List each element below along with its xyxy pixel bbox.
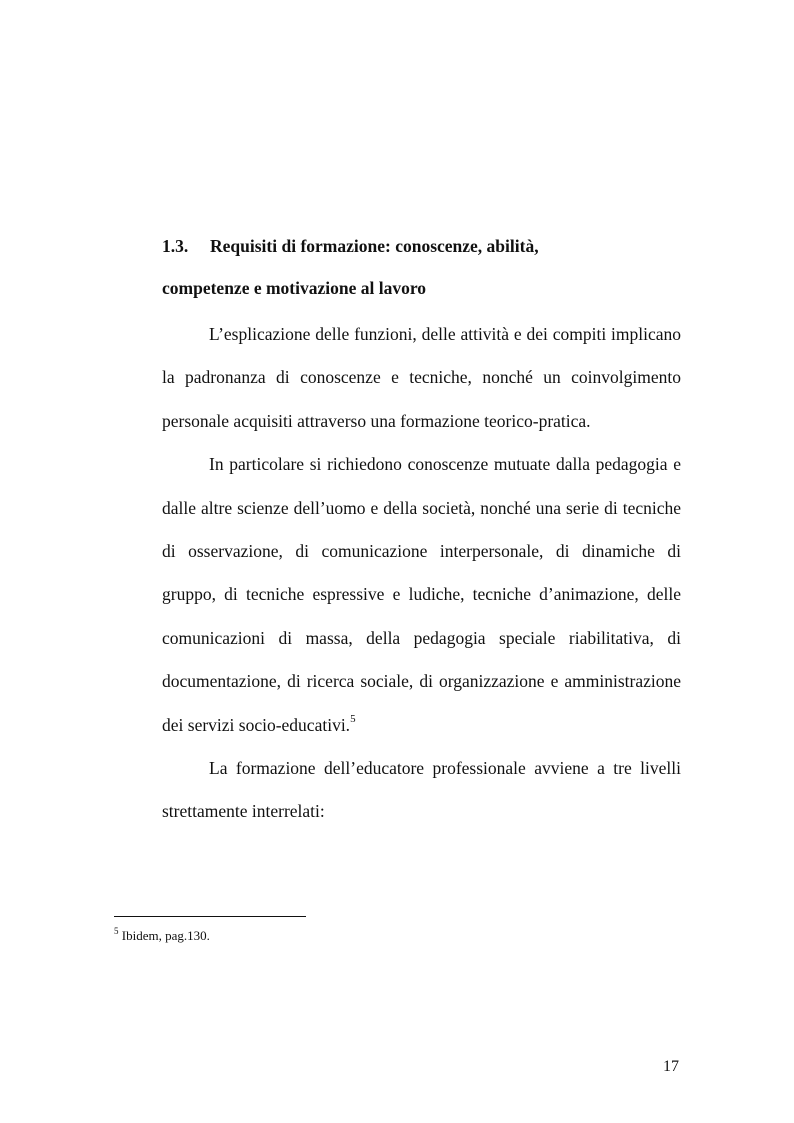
paragraph-3 — [162, 747, 681, 834]
section-heading-line-1 — [162, 236, 682, 257]
paragraph-2 — [162, 443, 681, 747]
section-number: 1.3. — [162, 236, 189, 256]
paragraph-3-text: La formazione dell’educatore professionale avviene a tre livelli strettamente interrelati: — [162, 758, 681, 822]
body-text — [162, 313, 681, 834]
section-title-part-2: competenze e motivazione al lavoro — [162, 278, 427, 298]
footnote-marker: 5 — [114, 926, 119, 936]
paragraph-2-text: In particolare si richiedono conoscenze mutuate dalla pedagogia e dalle altre scienze dell’uomo e della società, nonché una serie di tecniche di osservazione, di comunicazione interpersonale, di dinamiche di gruppo, di tecniche espressive e ludiche, tecniche d’animazione, delle comunicazioni di massa, della pedagogia speciale riabilitativa, di documentazione, di ricerca sociale, di organizzazione e amministrazione dei servizi socio-educativi. — [162, 454, 681, 735]
section-title-part-1: Requisiti di formazione: conoscenze, abilità, — [210, 236, 539, 256]
footnote — [114, 928, 210, 944]
footnote-reference[interactable]: 5 — [350, 712, 356, 725]
paragraph-1 — [162, 313, 681, 443]
footnote-text: Ibidem, pag.130. — [118, 928, 210, 943]
section-heading-line-2 — [162, 278, 682, 299]
footnote-separator — [114, 916, 306, 917]
paragraph-1-text: L’esplicazione delle funzioni, delle attività e dei compiti implicano la padronanza di conoscenze e tecniche, nonché un coinvolgimento personale acquisiti attraverso una formazione teorico-pratica. — [162, 324, 681, 431]
page-number: 17 — [663, 1058, 679, 1075]
